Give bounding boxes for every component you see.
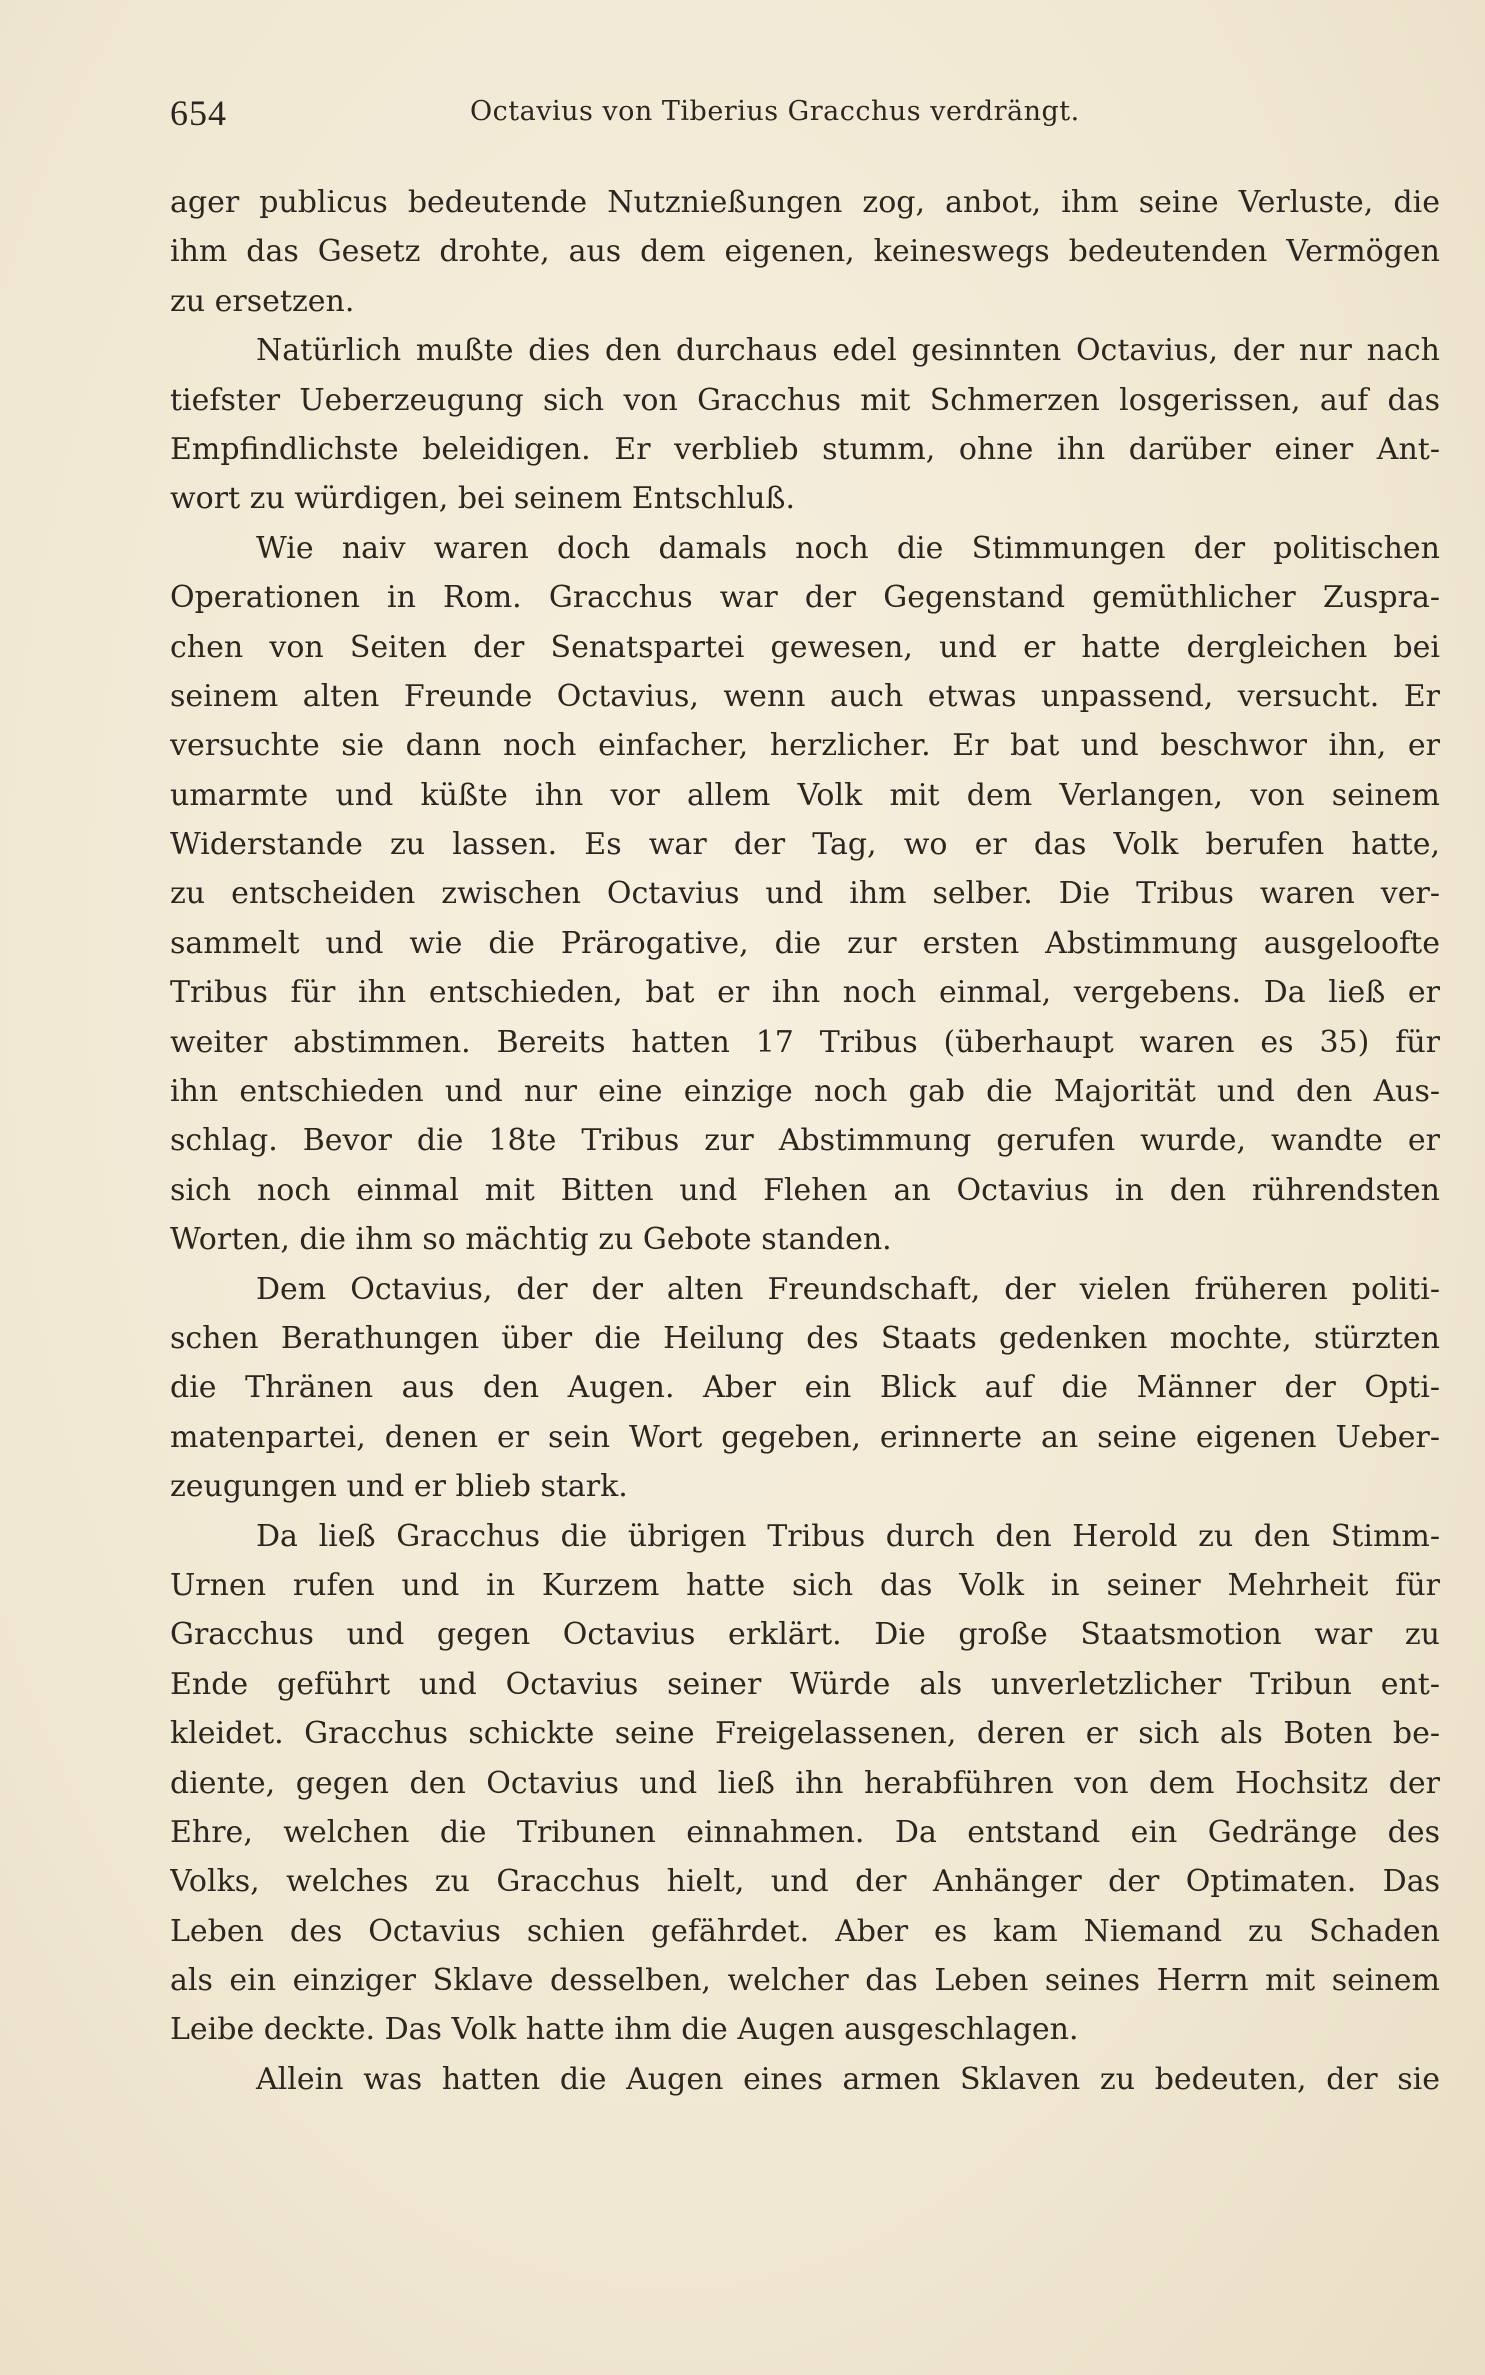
- paragraph: [170, 326, 1440, 524]
- text-line: als ein einziger Sklave desselben, welcher das Leben seines Herrn mit seinem: [170, 1963, 1440, 1999]
- text-line: Tribus für ihn entschieden, bat er ihn noch einmal, vergebens. Da ließ er: [170, 975, 1440, 1011]
- text-line: zu entscheiden zwischen Octavius und ihm selber. Die Tribus waren ver-: [170, 876, 1440, 912]
- text-line: sich noch einmal mit Bitten und Flehen an Octavius in den rührendsten: [170, 1172, 1440, 1208]
- text-line: ihn entschieden und nur eine einzige noch gab die Majorität und den Aus-: [170, 1074, 1440, 1110]
- text-line: Gracchus und gegen Octavius erklärt. Die große Staatsmotion war zu: [170, 1617, 1440, 1653]
- paragraph: [170, 1265, 1440, 1512]
- text-line: Urnen rufen und in Kurzem hatte sich das Volk in seiner Mehrheit für: [170, 1567, 1440, 1603]
- paragraph: [170, 524, 1440, 1265]
- text-line: Wie naiv waren doch damals noch die Stimmungen der politischen: [256, 530, 1440, 566]
- text-line: kleidet. Gracchus schickte seine Freigelassenen, deren er sich als Boten be-: [170, 1716, 1440, 1752]
- text-line: ihm das Gesetz drohte, aus dem eigenen, keineswegs bedeutenden Vermögen: [170, 234, 1440, 270]
- text-line: Widerstande zu lassen. Es war der Tag, wo er das Volk berufen hatte,: [170, 827, 1440, 863]
- page-number: 654: [170, 93, 227, 133]
- text-line: die Thränen aus den Augen. Aber ein Blick auf die Männer der Opti-: [170, 1370, 1440, 1406]
- text-line: diente, gegen den Octavius und ließ ihn herabführen von dem Hochsitz der: [170, 1765, 1440, 1801]
- paragraph: [170, 178, 1440, 326]
- text-line: sammelt und wie die Prärogative, die zur ersten Abstimmung ausgeloofte: [170, 925, 1440, 961]
- text-line: Empfindlichste beleidigen. Er verblieb stumm, ohne ihn darüber einer Ant-: [170, 431, 1440, 467]
- page-header: [170, 92, 1440, 152]
- paragraph: [170, 1512, 1440, 2055]
- running-title: Octavius von Tiberius Gracchus verdrängt.: [470, 96, 1080, 127]
- text-line: wort zu würdigen, bei seinem Entschluß.: [170, 481, 796, 517]
- text-line: schlag. Bevor die 18te Tribus zur Abstimmung gerufen wurde, wandte er: [170, 1123, 1440, 1159]
- text-line: chen von Seiten der Senatspartei gewesen, und er hatte dergleichen bei: [170, 629, 1440, 665]
- text-line: Worten, die ihm so mächtig zu Gebote standen.: [170, 1222, 892, 1258]
- text-line: Operationen in Rom. Gracchus war der Gegenstand gemüthlicher Zuspra-: [170, 580, 1440, 616]
- text-line: weiter abstimmen. Bereits hatten 17 Tribus (überhaupt waren es 35) für: [170, 1024, 1440, 1060]
- text-line: Allein was hatten die Augen eines armen Sklaven zu bedeuten, der sie: [256, 2061, 1440, 2097]
- text-line: Da ließ Gracchus die übrigen Tribus durch den Herold zu den Stimm-: [256, 1518, 1440, 1554]
- text-line: Leben des Octavius schien gefährdet. Aber es kam Niemand zu Schaden: [170, 1913, 1440, 1949]
- text-line: ager publicus bedeutende Nutznießungen zog, anbot, ihm seine Verluste, die: [170, 185, 1440, 220]
- paragraph: [170, 2055, 1440, 2104]
- text-line: matenpartei, denen er sein Wort gegeben, erinnerte an seine eigenen Ueber-: [170, 1419, 1440, 1455]
- text-line: Natürlich mußte dies den durchaus edel gesinnten Octavius, der nur nach: [256, 333, 1440, 369]
- text-line: versuchte sie dann noch einfacher, herzlicher. Er bat und beschwor ihn, er: [170, 728, 1440, 764]
- text-line: tiefster Ueberzeugung sich von Gracchus mit Schmerzen losgerissen, auf das: [170, 382, 1440, 418]
- text-line: Dem Octavius, der der alten Freundschaft, der vielen früheren politi-: [256, 1271, 1440, 1307]
- text-line: zu ersetzen.: [170, 283, 355, 319]
- text-line: Leibe deckte. Das Volk hatte ihm die Augen ausgeschlagen.: [170, 2012, 1079, 2048]
- text-line: Ehre, welchen die Tribunen einnahmen. Da entstand ein Gedränge des: [170, 1814, 1440, 1850]
- text-line: umarmte und küßte ihn vor allem Volk mit dem Verlangen, von seinem: [170, 777, 1440, 813]
- text-line: seinem alten Freunde Octavius, wenn auch etwas unpassend, versucht. Er: [170, 678, 1440, 714]
- text-line: zeugungen und er blieb stark.: [170, 1469, 628, 1505]
- text-line: Volks, welches zu Gracchus hielt, und der Anhänger der Optimaten. Das: [170, 1864, 1440, 1900]
- text-line: schen Berathungen über die Heilung des Staats gedenken mochte, stürzten: [170, 1320, 1440, 1356]
- body-text: [170, 178, 1440, 2104]
- text-line: Ende geführt und Octavius seiner Würde als unverletzlicher Tribun ent-: [170, 1666, 1440, 1702]
